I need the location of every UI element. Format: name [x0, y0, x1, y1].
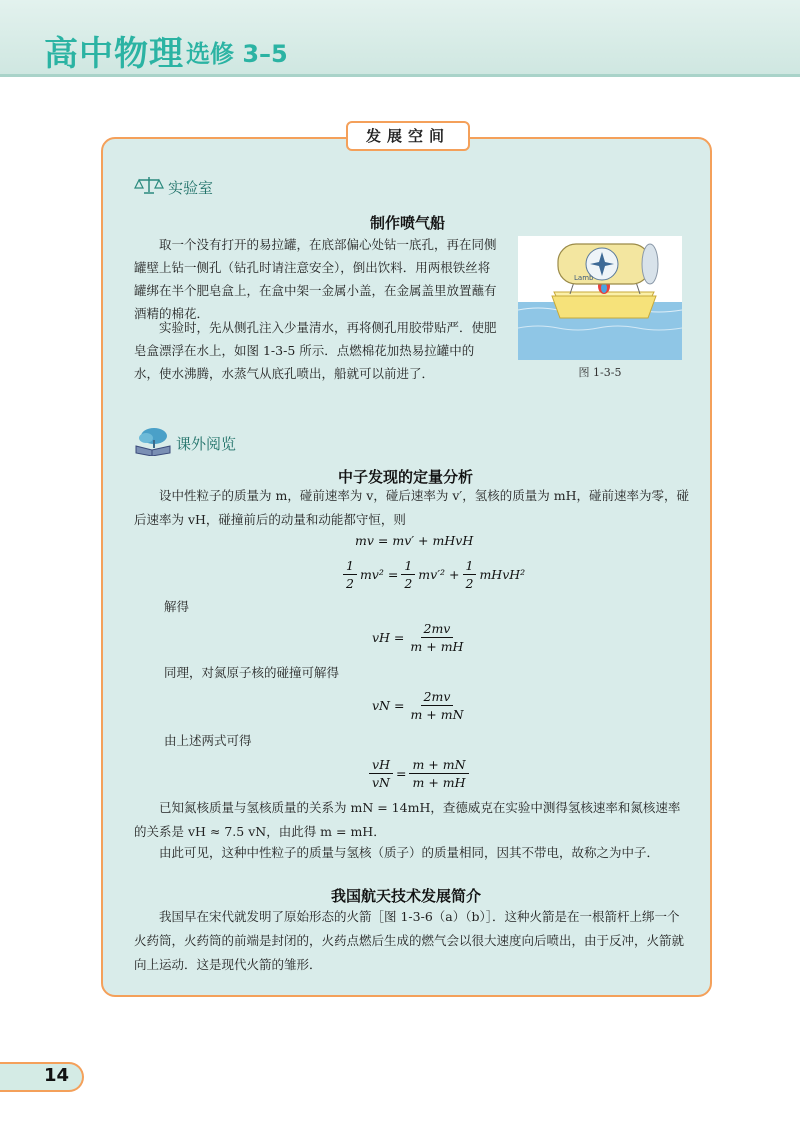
figure-caption: 图 1-3-5	[578, 366, 622, 379]
fraction: $\frac{1}{2}$	[401, 557, 415, 592]
lab-paragraph-1: 取一个没有打开的易拉罐，在底部偏心处钻一底孔，再在同侧罐壁上钻一侧孔（钻孔时请注意安全），倒出饮料．用两根铁丝将罐绑在半个肥皂盒上，在盒中架一金属小盖，在金属盖里放置蘸有酒精的棉花．	[134, 237, 497, 321]
reading-heading	[134, 428, 236, 458]
book-tree-icon	[134, 426, 172, 460]
book-title: 高中物理	[44, 34, 184, 74]
page-number-tab	[0, 1062, 84, 1092]
solve-label: 解得	[164, 599, 190, 614]
energy-equation: $\frac{1}{2}$ mv² = $\frac{1}{2}$ mv′² + $\frac{1}{2}$ mHvH²	[340, 557, 525, 592]
nitrogen-velocity-equation: vN = $\frac{2mv}{m + mN}$	[372, 689, 464, 722]
combine-label: 由上述两式可得	[164, 733, 252, 748]
steam-boat-figure	[518, 236, 682, 360]
book-volume: 选修 3–5	[186, 40, 288, 68]
hydrogen-velocity-equation: vH = $\frac{2mv}{m + mH}$	[372, 621, 464, 654]
reading-intro: 设中性粒子的质量为 m，碰前速率为 v，碰后速率为 v′，氢核的质量为 mH，碰前速率为零，碰后速率为 vH，碰撞前后的动量和动能都守恒，则	[134, 488, 689, 527]
balance-scale-icon	[134, 175, 164, 199]
conclusion-paragraph-2: 由此可见，这种中性粒子的质量与氢核（质子）的质量相同，因其不带电，故称之为中子．	[159, 845, 660, 860]
nitrogen-label: 同理，对氮原子核的碰撞可解得	[164, 665, 340, 680]
velocity-ratio-equation: $\frac{vH}{vN}$ = $\frac{m + mN}{m + mH}$	[366, 756, 472, 791]
section-tab: 发展空间	[346, 121, 470, 151]
fraction: $\frac{1}{2}$	[343, 557, 357, 592]
fraction: $\frac{1}{2}$	[463, 557, 477, 592]
lab-heading	[134, 175, 213, 199]
space-paragraph: 我国早在宋代就发明了原始形态的火箭［图 1-3-6（a）（b）］．这种火箭是在一根箭杆上绑一个火药筒，火药筒的前端是封闭的，火药点燃后生成的燃气会以很大速度向后喷出，由于反冲，火箭就向上运动．这是现代火箭的雏形．	[134, 909, 685, 972]
lab-paragraph-2: 实验时，先从侧孔注入少量清水，再将侧孔用胶带贴严．使肥皂盒漂浮在水上，如图 1-3-5 所示．点燃棉花加热易拉罐中的水，使水沸腾，水蒸气从底孔喷出，船就可以前进了．	[134, 320, 497, 381]
lab-heading-label: 实验室	[168, 178, 214, 197]
page-number: 14	[44, 1065, 70, 1086]
can-label: Lamb	[574, 274, 594, 282]
reading-heading-label: 课外阅览	[176, 434, 237, 453]
lab-title: 制作喷气船	[370, 214, 446, 232]
reading-title: 中子发现的定量分析	[338, 468, 474, 486]
conclusion-paragraph-1: 已知氮核质量与氢核质量的关系为 mN = 14mH，查德威克在实验中测得氢核速率和氮核速率的关系是 vH ≈ 7.5 vN，由此得 m = mH．	[134, 800, 681, 839]
momentum-equation: mv = mv′ + mHvH	[355, 533, 474, 548]
space-title: 我国航天技术发展简介	[331, 887, 482, 905]
